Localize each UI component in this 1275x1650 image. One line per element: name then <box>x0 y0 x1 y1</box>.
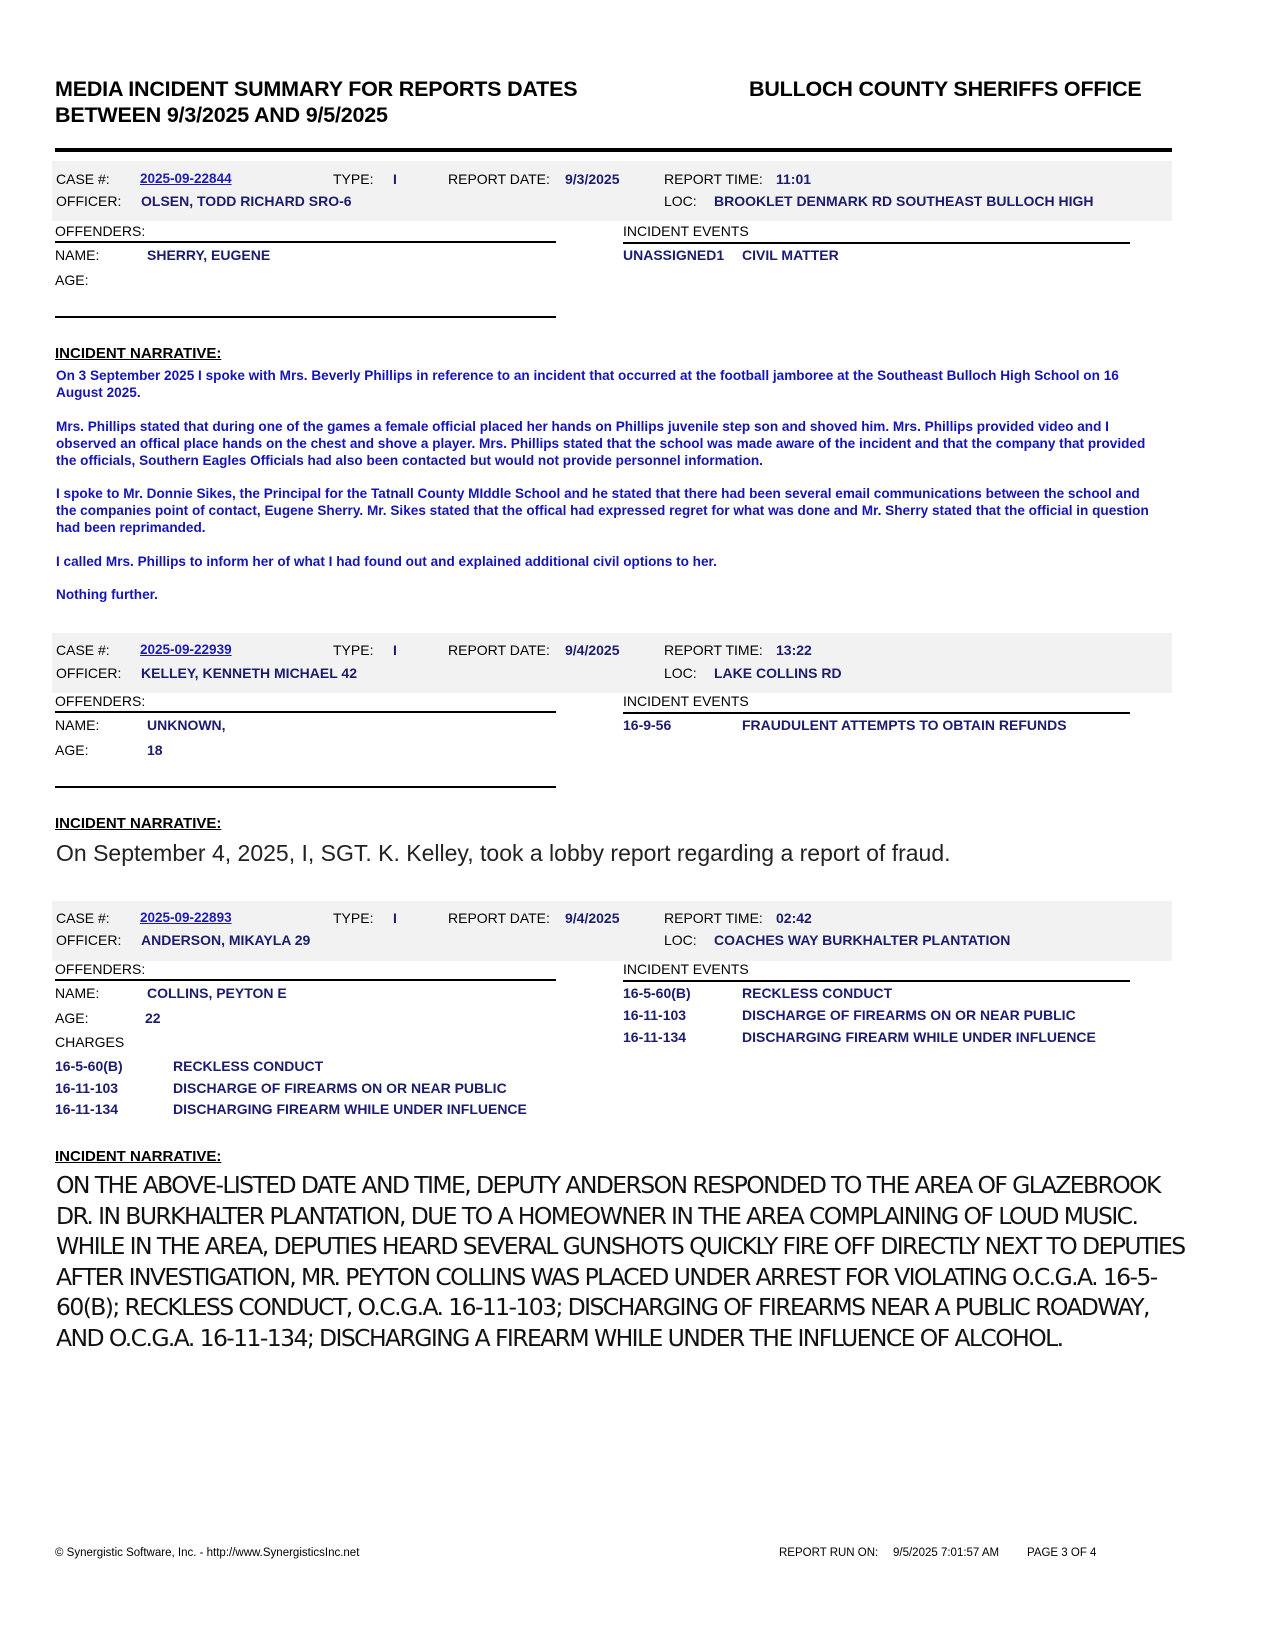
report-date-value: 9/4/2025 <box>565 642 620 658</box>
location-value: LAKE COLLINS RD <box>714 665 842 681</box>
officer-label: OFFICER: <box>56 665 122 681</box>
case-number-link[interactable]: 2025-09-22844 <box>140 171 232 186</box>
location-label: LOC: <box>664 665 697 681</box>
officer-value: OLSEN, TODD RICHARD SRO-6 <box>141 193 352 209</box>
narrative-paragraph: On 3 September 2025 I spoke with Mrs. Beverly Phillips in reference to an incident that occurred at the football jamboree at the Southeast Bulloch High School on 16 August 2025. <box>56 368 1119 400</box>
narrative-body <box>56 1170 1185 1353</box>
narrative-paragraph: Mrs. Phillips stated that during one of the games a female official placed her hands on Phillips juvenile step son and shoved him. Mrs. Phillips provided video and I observed an offical place hands on the chest and shove a player. Mrs. Phillips stated that the school was made aware of the incident and that the company that provided the officials, Southern Eagles Officials had also been contacted but would not provide personnel information. <box>56 418 1146 468</box>
report-date-label: REPORT DATE: <box>448 910 550 926</box>
offender-name-value: COLLINS, PEYTON E <box>147 985 287 1001</box>
narrative-line: DR. IN BURKHALTER PLANTATION, DUE TO A HOMEOWNER IN THE AREA COMPLAINING OF LOUD MUSIC. <box>56 1201 1138 1230</box>
agency-name: BULLOCH COUNTY SHERIFFS OFFICE <box>749 77 1142 101</box>
offenders-label: OFFENDERS: <box>55 223 146 239</box>
case-number-link[interactable]: 2025-09-22893 <box>140 910 232 925</box>
event-code: 16-5-60(B) <box>623 985 691 1001</box>
narrative-body <box>56 367 1156 620</box>
narrative-heading: INCIDENT NARRATIVE: <box>55 345 222 362</box>
event-code: 16-9-56 <box>623 717 672 733</box>
location-value: COACHES WAY BURKHALTER PLANTATION <box>714 932 1011 948</box>
narrative-heading: INCIDENT NARRATIVE: <box>55 815 222 832</box>
report-time-label: REPORT TIME: <box>664 642 763 658</box>
narrative-line: 60(B); RECKLESS CONDUCT, O.C.G.A. 16-11-103; DISCHARGING OF FIREARMS NEAR A PUBLIC ROADWAY, <box>56 1293 1149 1321</box>
offender-age-label: AGE: <box>55 272 89 288</box>
type-label: TYPE: <box>333 642 374 658</box>
report-date-value: 9/3/2025 <box>565 171 620 187</box>
event-description: DISCHARGE OF FIREARMS ON OR NEAR PUBLIC <box>742 1007 1076 1023</box>
location-value: BROOKLET DENMARK RD SOUTHEAST BULLOCH HIGH <box>714 193 1094 209</box>
event-description: CIVIL MATTER <box>742 247 839 263</box>
case-header-band <box>52 161 1172 221</box>
location-label: LOC: <box>664 193 697 209</box>
incident-events-divider <box>623 712 1130 714</box>
report-time-label: REPORT TIME: <box>664 910 763 926</box>
narrative-paragraph: Nothing further. <box>56 587 158 602</box>
offenders-divider <box>55 241 556 243</box>
report-time-value: 13:22 <box>776 642 812 658</box>
narrative-paragraph: I called Mrs. Phillips to inform her of what I had found out and explained additional civil options to her. <box>56 553 717 569</box>
officer-label: OFFICER: <box>56 193 122 209</box>
charge-code: 16-5-60(B) <box>55 1058 123 1074</box>
offender-age-value: 22 <box>145 1010 161 1026</box>
offender-age-label: AGE: <box>55 742 89 758</box>
charges-label: CHARGES <box>55 1034 125 1050</box>
footer-report-run-label: REPORT RUN ON: <box>779 1547 879 1559</box>
charge-code: 16-11-103 <box>55 1080 119 1096</box>
report-time-value: 02:42 <box>776 910 812 926</box>
event-code: 16-11-134 <box>623 1029 687 1045</box>
narrative-paragraph: I spoke to Mr. Donnie Sikes, the Principal for the Tatnall County MIddle School and he stated that there had been several email communications between the school and the companies point of contact, Eugene Sherry. Mr. Sikes stated that the offical had expressed regret for what was done and Mr. Sherry stated that the official in question had been reprimanded. <box>56 486 1149 535</box>
incident-events-label: INCIDENT EVENTS <box>623 693 749 709</box>
event-description: FRAUDULENT ATTEMPTS TO OBTAIN REFUNDS <box>742 717 1067 733</box>
location-label: LOC: <box>664 932 697 948</box>
report-time-label: REPORT TIME: <box>664 171 763 187</box>
officer-value: ANDERSON, MIKAYLA 29 <box>141 932 311 948</box>
incident-events-label: INCIDENT EVENTS <box>623 223 749 239</box>
officer-label: OFFICER: <box>56 932 122 948</box>
case-number-label: CASE #: <box>56 642 110 658</box>
offender-name-label: NAME: <box>55 717 100 733</box>
offenders-divider <box>55 979 556 981</box>
type-value: I <box>393 910 397 926</box>
footer-report-run-value: 9/5/2025 7:01:57 AM <box>893 1547 1000 1559</box>
report-date-value: 9/4/2025 <box>565 910 620 926</box>
footer-page-number: PAGE 3 OF 4 <box>1027 1547 1097 1559</box>
incident-events-divider <box>623 980 1130 982</box>
narrative-line: ON THE ABOVE-LISTED DATE AND TIME, DEPUTY ANDERSON RESPONDED TO THE AREA OF GLAZEBROOK <box>56 1171 1160 1199</box>
report-date-label: REPORT DATE: <box>448 171 550 187</box>
offenders-label: OFFENDERS: <box>55 961 146 977</box>
charge-description: DISCHARGE OF FIREARMS ON OR NEAR PUBLIC <box>173 1080 507 1096</box>
offenders-end-divider <box>55 786 556 788</box>
header-divider <box>55 148 1172 152</box>
offender-name-value: SHERRY, EUGENE <box>147 247 271 263</box>
offenders-divider <box>55 711 556 713</box>
offenders-end-divider <box>55 316 556 318</box>
charge-description: DISCHARGING FIREARM WHILE UNDER INFLUENCE <box>173 1101 527 1117</box>
report-title-line2: BETWEEN 9/3/2025 AND 9/5/2025 <box>55 103 388 127</box>
event-code: 16-11-103 <box>623 1007 687 1023</box>
narrative-heading: INCIDENT NARRATIVE: <box>55 1148 222 1165</box>
case-number-label: CASE #: <box>56 171 110 187</box>
narrative-body: On September 4, 2025, I, SGT. K. Kelley, took a lobby report regarding a report of fraud. <box>56 840 951 866</box>
report-date-label: REPORT DATE: <box>448 642 550 658</box>
type-label: TYPE: <box>333 910 374 926</box>
event-code: UNASSIGNED1 <box>623 247 725 263</box>
event-description: RECKLESS CONDUCT <box>742 985 893 1001</box>
case-number-link[interactable]: 2025-09-22939 <box>140 642 232 657</box>
narrative-line: WHILE IN THE AREA, DEPUTIES HEARD SEVERAL GUNSHOTS QUICKLY FIRE OFF DIRECTLY NEXT TO DEPUTIES <box>56 1232 1185 1260</box>
report-title-line1: MEDIA INCIDENT SUMMARY FOR REPORTS DATES <box>55 77 578 101</box>
type-value: I <box>393 642 397 658</box>
incident-events-divider <box>623 242 1130 244</box>
case-number-label: CASE #: <box>56 910 110 926</box>
report-time-value: 11:01 <box>776 171 812 187</box>
charge-code: 16-11-134 <box>55 1101 119 1117</box>
offender-age-label: AGE: <box>55 1010 89 1026</box>
narrative-line: AFTER INVESTIGATION, MR. PEYTON COLLINS WAS PLACED UNDER ARREST FOR VIOLATING O.C.G.A. 16-5- <box>56 1262 1157 1291</box>
offender-name-value: UNKNOWN, <box>147 717 226 733</box>
offender-age-value: 18 <box>147 742 163 758</box>
offenders-label: OFFENDERS: <box>55 693 146 709</box>
charge-description: RECKLESS CONDUCT <box>173 1058 324 1074</box>
footer-copyright: © Synergistic Software, Inc. - http://www.SynergisticsInc.net <box>55 1547 360 1559</box>
narrative-line: AND O.C.G.A. 16-11-134; DISCHARGING A FIREARM WHILE UNDER THE INFLUENCE OF ALCOHOL. <box>56 1323 1063 1352</box>
offender-name-label: NAME: <box>55 247 100 263</box>
type-label: TYPE: <box>333 171 374 187</box>
incident-events-label: INCIDENT EVENTS <box>623 961 749 977</box>
event-description: DISCHARGING FIREARM WHILE UNDER INFLUENCE <box>742 1029 1096 1045</box>
type-value: I <box>393 171 397 187</box>
officer-value: KELLEY, KENNETH MICHAEL 42 <box>141 665 357 681</box>
offender-name-label: NAME: <box>55 985 100 1001</box>
